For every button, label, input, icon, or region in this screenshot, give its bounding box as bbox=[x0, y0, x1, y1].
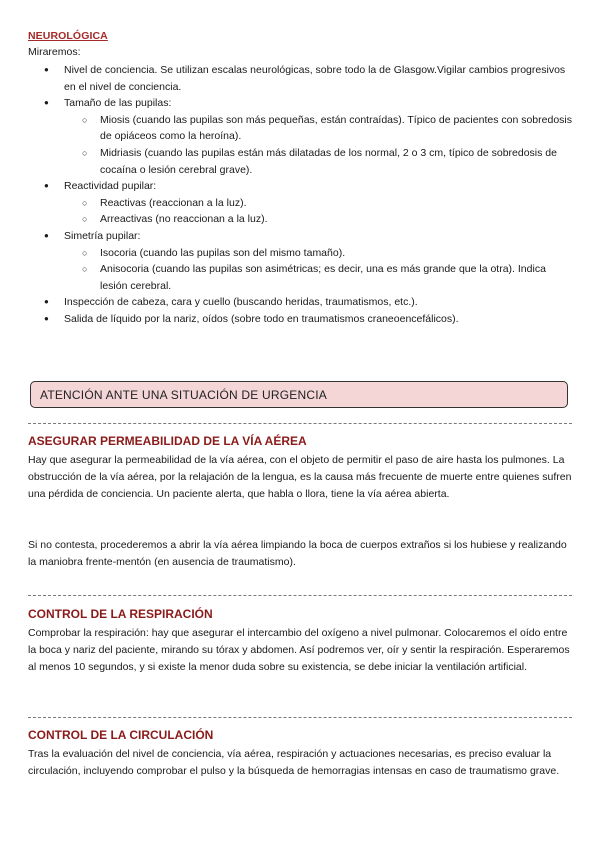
section-title-circulacion: CONTROL DE LA CIRCULACIÓN bbox=[28, 728, 214, 742]
paragraph: Hay que asegurar la permeabilidad de la vía aérea, con el objeto de permitir el paso de aire hasta los pulmones. La obstrucción de la vía aérea, por la relajación de la lengua, es la causa más frecuente de muerte entre quienes sufren una pérdida de conciencia. Un paciente alerta, que habla o llora, tiene la vía aérea abierta. bbox=[28, 454, 572, 500]
list-item: ● Salida de líquido por la nariz, oídos (sobre todo en traumatismos craneoencefálicos). bbox=[28, 311, 572, 328]
dashed-divider bbox=[28, 423, 572, 424]
list-item: ● Nivel de conciencia. Se utilizan escalas neurológicas, sobre todo la de Glasgow.Vigilar cambios progresivos en el nivel de conciencia. bbox=[28, 62, 572, 95]
list-item: ● Tamaño de las pupilas: ○ Miosis (cuando las pupilas son más pequeñas, están contraídas). Típico de pacientes con sobredosis de opiáceos como la heroína). ○ Midriasis (cuando las pupilas están más dilatadas de los normal, 2 o 3 cm, típico de sobredosis de cocaína o lesión cerebral grave). bbox=[28, 95, 572, 178]
sub-list-item: ○ Isocoria (cuando las pupilas son del mismo tamaño). bbox=[64, 245, 572, 262]
paragraph: Tras la evaluación del nivel de conciencia, vía aérea, respiración y actuaciones necesarias, es preciso evaluar la circulación, incluyendo comprobar el pulso y la búsqueda de hemorragias intensas en caso de traumatismo grave. bbox=[28, 748, 560, 777]
dashed-divider bbox=[28, 595, 572, 596]
neuro-checklist bbox=[28, 62, 572, 328]
sub-list-item: ○ Reactivas (reaccionan a la luz). bbox=[64, 195, 572, 212]
section-title-respiracion: CONTROL DE LA RESPIRACIÓN bbox=[28, 607, 213, 621]
list-item: ● Inspección de cabeza, cara y cuello (buscando heridas, traumatismos, etc.). bbox=[28, 294, 572, 311]
list-item: ● Reactividad pupilar: ○ Reactivas (reaccionan a la luz). ○ Arreactivas (no reaccionan a la luz). bbox=[28, 178, 572, 228]
paragraph: Comprobar la respiración: hay que asegurar el intercambio del oxígeno a nivel pulmonar. Colocaremos el oído entre la boca y nariz del paciente, mirando su tórax y abdomen. Así podremos ver, oír y sentir la respiración. Esperaremos al menos 10 segundos, y si existe la menor duda sobre su existencia, se debe iniciar la ventilación artificial. bbox=[28, 627, 570, 673]
sub-list bbox=[64, 112, 572, 178]
intro-text: Miraremos: bbox=[28, 46, 81, 58]
sub-list-item: ○ Miosis (cuando las pupilas son más pequeñas, están contraídas). Típico de pacientes con sobredosis de opiáceos como la heroína). bbox=[64, 112, 572, 145]
sub-list-item: ○ Arreactivas (no reaccionan a la luz). bbox=[64, 211, 572, 228]
paragraph: Si no contesta, procederemos a abrir la vía aérea limpiando la boca de cuerpos extraños si los hubiese y realizando la maniobra frente-mentón (en ausencia de traumatismo). bbox=[28, 539, 567, 568]
section-title-neurologica: NEUROLÓGICA bbox=[28, 30, 108, 42]
list-item: ● Simetría pupilar: ○ Isocoria (cuando las pupilas son del mismo tamaño). ○ Anisocoria (cuando las pupilas son asimétricas; es decir, una es más grande que la otra). Indica lesión cerebral. bbox=[28, 228, 572, 294]
banner-title: ATENCIÓN ANTE UNA SITUACIÓN DE URGENCIA bbox=[40, 388, 327, 402]
sub-list bbox=[64, 245, 572, 295]
sub-list-item: ○ Midriasis (cuando las pupilas están más dilatadas de los normal, 2 o 3 cm, típico de sobredosis de cocaína o lesión cerebral grave). bbox=[64, 145, 572, 178]
section-title-via-aerea: ASEGURAR PERMEABILIDAD DE LA VÍA AÉREA bbox=[28, 434, 307, 448]
dashed-divider bbox=[28, 717, 572, 718]
sub-list-item: ○ Anisocoria (cuando las pupilas son asimétricas; es decir, una es más grande que la otra). Indica lesión cerebral. bbox=[64, 261, 572, 294]
urgency-banner bbox=[30, 381, 568, 408]
sub-list bbox=[64, 195, 572, 228]
